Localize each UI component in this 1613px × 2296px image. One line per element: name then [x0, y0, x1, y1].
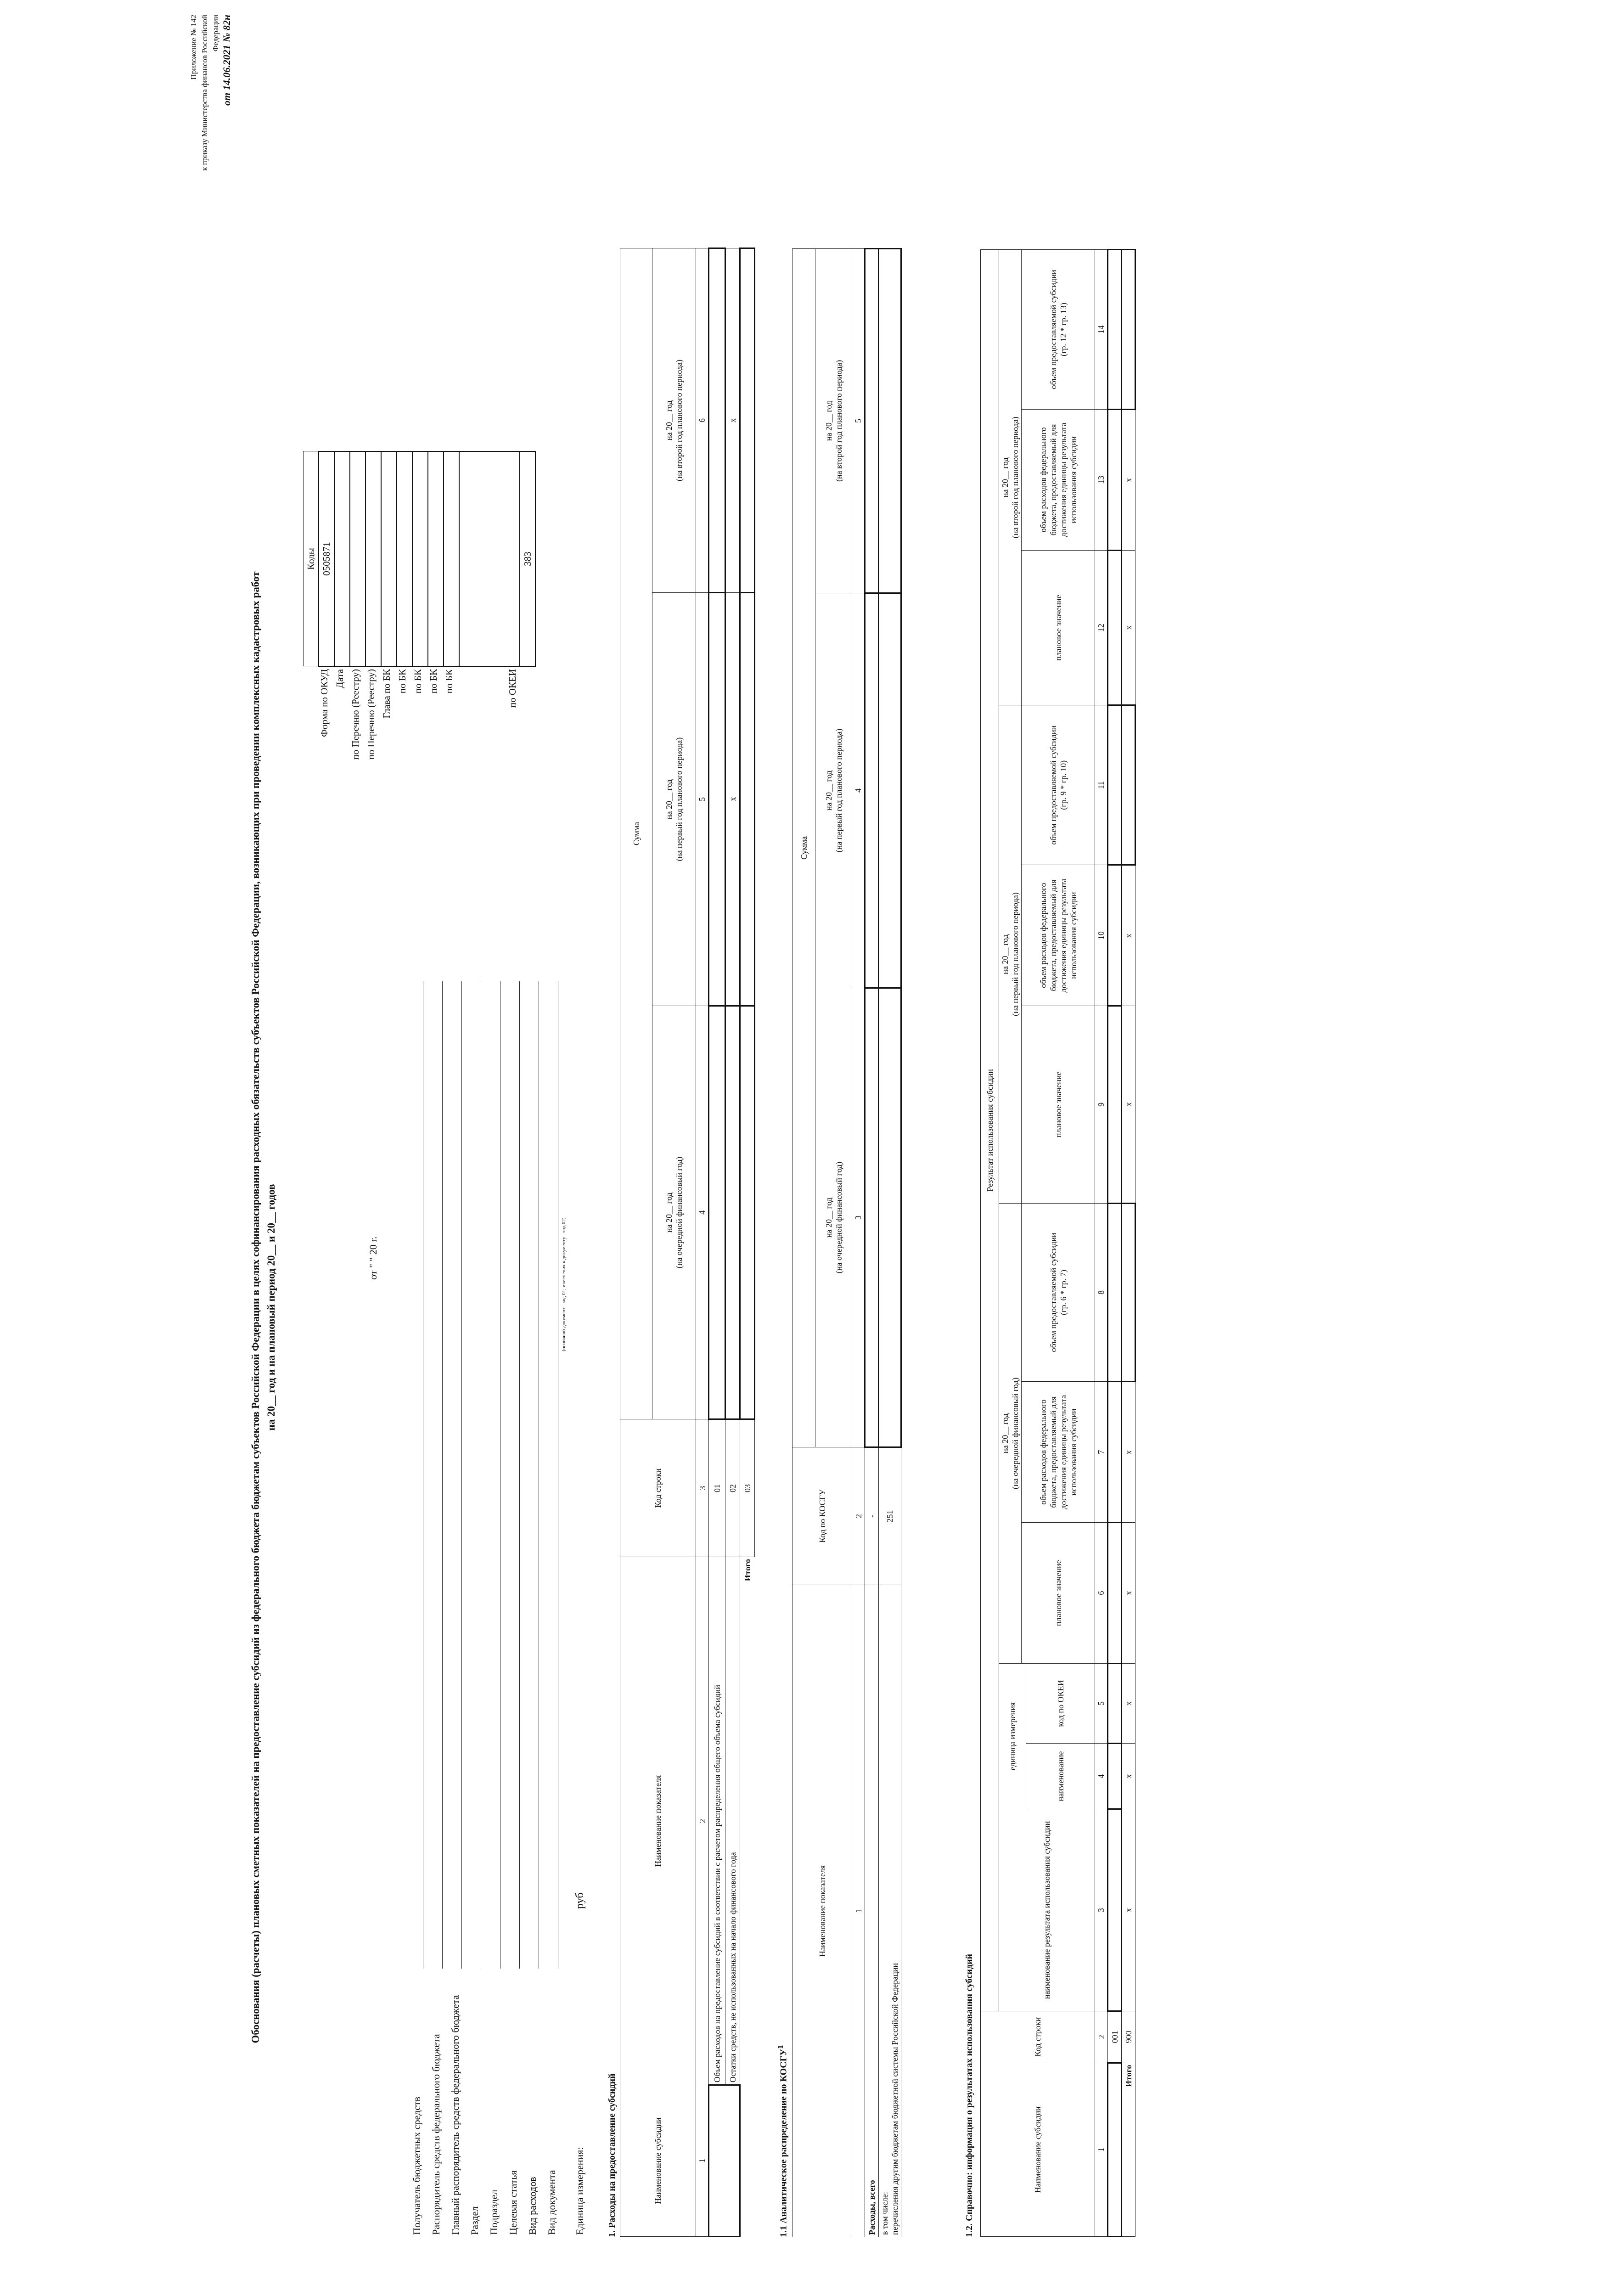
- value-cell[interactable]: [709, 593, 725, 1006]
- x-cell: х: [1122, 409, 1135, 550]
- value-cell[interactable]: [1108, 1382, 1122, 1523]
- col-header: плановое значение: [1022, 550, 1095, 705]
- section12-title: 1.2. Справочно: информация о результатах использования субсидий: [964, 1954, 974, 2237]
- code-label: по ОКЕИ: [507, 669, 518, 708]
- col-number: 5: [852, 248, 865, 593]
- okud-code: 0505871: [319, 451, 334, 666]
- row-code: 02: [725, 1419, 740, 1557]
- code-label: по Перечню (Реестру): [365, 669, 377, 760]
- col-header: объем расходов федерального бюджета, предоставляемый для достижения единицы результата использования субсидии: [1022, 409, 1095, 550]
- year-sub: (на первый год планового периода): [1011, 892, 1020, 1016]
- col-header: [1022, 1203, 1095, 1382]
- code-label: по БК: [444, 669, 455, 694]
- col-number: 5: [1095, 1664, 1108, 1744]
- col-number: 2: [1095, 2011, 1108, 2063]
- year-label: на 20__ год: [664, 400, 674, 441]
- col-header: объем расходов федерального бюджета, предоставляемый для достижения единицы результата использования субсидии: [1022, 1382, 1095, 1523]
- row-code: 01: [709, 1419, 725, 1557]
- doc-kind-note: (основной документ - код 01; изменения к документу - код 02): [561, 1217, 567, 1351]
- col-header: Наименование показателя: [792, 1585, 852, 2237]
- total-cell[interactable]: [1122, 1203, 1135, 1382]
- x-cell: х: [1122, 1382, 1135, 1523]
- col-header: Код строки: [981, 2011, 1095, 2063]
- kosgu-code: 251: [879, 1447, 901, 1585]
- col-header-year: [999, 250, 1022, 705]
- col-number: 7: [1095, 1382, 1108, 1523]
- x-cell: х: [725, 593, 740, 1006]
- year-label: на 20__ год: [824, 1197, 833, 1238]
- col-number: 3: [852, 988, 865, 1447]
- fill-line[interactable]: [461, 981, 462, 1969]
- value-cell[interactable]: [1108, 550, 1122, 705]
- col-header: единица измерения: [999, 1664, 1026, 1809]
- col-header: Код строки: [620, 1419, 696, 1557]
- col-header-year: [652, 593, 696, 1006]
- code-label: Дата: [334, 669, 345, 688]
- value-cell[interactable]: [725, 1006, 740, 1419]
- col-number: 1: [1095, 2063, 1108, 2236]
- fill-line[interactable]: [519, 981, 520, 1969]
- unit-value: руб: [574, 1892, 586, 1909]
- appendix-line: Приложение № 142: [189, 15, 198, 80]
- year-sub: (на очередной финансовый год): [834, 1161, 843, 1274]
- value-cell[interactable]: [1108, 865, 1122, 1006]
- total-cell[interactable]: [740, 248, 755, 592]
- col-number: 3: [696, 1419, 709, 1557]
- registry-code[interactable]: [350, 451, 365, 666]
- volume-label: объем предоставляемой субсидии: [1048, 1232, 1058, 1352]
- col-header-year: [999, 705, 1022, 1203]
- total-label: Итого: [742, 1559, 752, 1581]
- fill-line[interactable]: [442, 981, 443, 1969]
- unit-label: Единица измерения:: [574, 2147, 585, 2235]
- row-code: 001: [1108, 2011, 1122, 2063]
- header-label: Целевая статья: [507, 2170, 519, 2235]
- x-cell: х: [1122, 1743, 1135, 1809]
- section1-title: 1. Расходы на предоставление субсидий: [607, 2073, 617, 2237]
- col-header: Код по КОСГУ: [792, 1447, 852, 1585]
- col-header-year: [652, 248, 696, 592]
- x-cell: х: [1122, 865, 1135, 1006]
- codes-header: Коды: [303, 451, 319, 666]
- code-label: по БК: [428, 669, 439, 694]
- col-header: Наименование субсидии: [981, 2063, 1095, 2236]
- header-label: Вид документа: [546, 2170, 557, 2235]
- volume-formula: (гр. 6 * гр. 7): [1058, 1270, 1068, 1315]
- section12-table: [980, 249, 1136, 2237]
- table-row-label: [879, 1585, 901, 2237]
- value-cell[interactable]: [1108, 1664, 1122, 1744]
- appendix-line: [221, 15, 233, 208]
- table-row-label: Остатки средств, не использованных на начало финансового года: [725, 1557, 740, 2085]
- col-number: 12: [1095, 550, 1108, 705]
- header-label: Вид расходов: [527, 2177, 538, 2235]
- col-header-year: [815, 248, 852, 593]
- col-header: Наименование субсидии: [620, 2085, 696, 2237]
- document-date-line: от " " 20 г.: [367, 1236, 379, 1280]
- appendix-note: [188, 15, 233, 208]
- year-label: на 20__ год: [824, 770, 833, 811]
- col-number: 9: [1095, 1006, 1108, 1204]
- row-prefix: в том числе:: [880, 2192, 889, 2235]
- document-title: [248, 559, 279, 2056]
- value-cell[interactable]: [1108, 250, 1122, 410]
- year-sub: (на второй год планового периода): [1011, 416, 1020, 539]
- x-cell: х: [725, 248, 740, 592]
- col-header-year: [815, 988, 852, 1447]
- col-header: плановое значение: [1022, 1006, 1095, 1204]
- code-label: Форма по ОКУД: [319, 669, 330, 737]
- row-code: 900: [1122, 2011, 1135, 2063]
- col-number: 2: [696, 1557, 709, 2085]
- code-label: по Перечню (Реестру): [350, 669, 361, 760]
- value-cell[interactable]: [879, 593, 901, 988]
- registry-code[interactable]: [365, 451, 381, 666]
- value-cell[interactable]: [1108, 409, 1122, 550]
- code-label: Глава по БК: [381, 669, 392, 719]
- value-cell[interactable]: [709, 1006, 725, 1419]
- col-header: Результат использования субсидии: [981, 250, 999, 2011]
- bk-code[interactable]: [397, 451, 412, 666]
- empty-code[interactable]: [459, 451, 520, 666]
- col-number: 11: [1095, 705, 1108, 865]
- footnote-mark: 1: [776, 2045, 785, 2049]
- date-code[interactable]: [334, 451, 350, 666]
- col-header: код по ОКЕИ: [1026, 1664, 1095, 1744]
- col-header-year: [999, 1203, 1022, 1663]
- code-label: по БК: [397, 669, 408, 694]
- kosgu-code: -: [865, 1447, 879, 1585]
- col-number: 8: [1095, 1203, 1108, 1382]
- year-sub: (на второй год планового периода): [834, 360, 843, 482]
- col-number: 6: [1095, 1523, 1108, 1664]
- year-label: на 20__ год: [1000, 457, 1010, 498]
- total-cell[interactable]: [740, 1006, 755, 1419]
- col-number: 10: [1095, 865, 1108, 1006]
- year-label: на 20__ год: [1000, 934, 1010, 974]
- title-line: Обоснования (расчеты) плановых сметных показателей на предоставление субсидий из федерального бюджета бюджетам субъектов Российской Федерации в целях софинансирования расходных обязательств субъектов Российской Федерации, возникающих при проведении комплексных кадастровых работ: [250, 571, 261, 2043]
- section11-title: [776, 2045, 789, 2237]
- col-number: 1: [852, 1585, 865, 2237]
- year-sub: (на первый год планового периода): [674, 737, 684, 861]
- col-header: Наименование показателя: [620, 1557, 696, 2085]
- appendix-line: к приказу Министерства финансов Российской Федерации: [200, 15, 220, 171]
- col-header: Сумма: [620, 248, 652, 1419]
- section1-table: [620, 248, 755, 2237]
- header-label: Главный распорядитель средств федерального бюджета: [450, 1995, 461, 2235]
- col-header-year: [652, 1006, 696, 1419]
- bk-code[interactable]: [444, 451, 459, 666]
- subsidy-cell[interactable]: [709, 2085, 740, 2237]
- total-cell[interactable]: [740, 593, 755, 1006]
- col-number: 2: [852, 1447, 865, 1585]
- section11-title-text: 1.1 Аналитическое распределение по КОСГУ: [778, 2048, 789, 2237]
- col-number: 14: [1095, 250, 1108, 410]
- col-header: Сумма: [792, 248, 815, 1447]
- bk-code[interactable]: [428, 451, 444, 666]
- col-number: 6: [696, 248, 709, 592]
- year-sub: (на первый год планового периода): [834, 728, 843, 853]
- okei-code: 383: [520, 451, 535, 666]
- value-cell[interactable]: [709, 248, 725, 592]
- appendix-date-stamp: от 14.06.2021 № 82н: [221, 15, 232, 106]
- x-cell: х: [1122, 1664, 1135, 1744]
- table-row-label: Расходы, всего: [865, 1585, 879, 2237]
- col-number: 4: [696, 1006, 709, 1419]
- codes-table: [303, 451, 536, 667]
- subsidy-cell[interactable]: [1108, 2063, 1122, 2236]
- col-header: наименование результата использования субсидии: [999, 1809, 1095, 2011]
- header-label: Получатель бюджетных средств: [411, 2097, 422, 2235]
- value-cell[interactable]: [879, 248, 901, 593]
- chapter-code[interactable]: [381, 451, 397, 666]
- total-cell[interactable]: [1122, 705, 1135, 865]
- col-number: 4: [852, 593, 865, 988]
- header-label: Подраздел: [488, 2189, 500, 2235]
- x-cell: х: [1122, 1809, 1135, 2011]
- col-number: 1: [696, 2085, 709, 2237]
- year-label: на 20__ год: [664, 779, 674, 820]
- col-header: объем расходов федерального бюджета, предоставляемый для достижения единицы результата использования субсидии: [1022, 865, 1095, 1006]
- header-label: Распорядитель средств федерального бюджета: [430, 2034, 442, 2235]
- value-cell[interactable]: [1108, 1523, 1122, 1664]
- section11-table: [792, 248, 902, 2237]
- value-cell[interactable]: [865, 988, 879, 1447]
- value-cell[interactable]: [1108, 1743, 1122, 1809]
- total-label: Итого: [1122, 2063, 1135, 2236]
- code-label: по БК: [412, 669, 423, 694]
- col-header: [1022, 250, 1095, 410]
- header-label: Раздел: [469, 2206, 480, 2235]
- table-row-label: Объем расходов на предоставление субсидий в соответствии с расчетом распределения общего объема субсидий: [709, 1557, 725, 2085]
- volume-label: объем предоставляемой субсидии: [1048, 725, 1058, 845]
- value-cell[interactable]: [865, 248, 879, 593]
- value-cell[interactable]: [1108, 1203, 1122, 1382]
- x-cell: х: [1122, 550, 1135, 705]
- x-cell: х: [1122, 1006, 1135, 1204]
- year-sub: (на очередной финансовый год): [1011, 1377, 1020, 1489]
- col-number: 5: [696, 593, 709, 1006]
- year-sub: (на второй год планового периода): [674, 360, 684, 481]
- total-cell[interactable]: [1122, 250, 1135, 410]
- value-cell[interactable]: [1108, 1006, 1122, 1204]
- volume-formula: (гр. 12 * гр. 13): [1058, 303, 1068, 356]
- x-cell: х: [1122, 1523, 1135, 1664]
- value-cell[interactable]: [1108, 705, 1122, 865]
- col-header: [1022, 705, 1095, 865]
- value-cell[interactable]: [1108, 1809, 1122, 2011]
- col-header-year: [815, 593, 852, 988]
- year-label: на 20__ год: [824, 400, 833, 441]
- volume-formula: (гр. 9 * гр. 10): [1058, 760, 1068, 810]
- bk-code[interactable]: [412, 451, 428, 666]
- volume-label: объем предоставляемой субсидии: [1048, 270, 1058, 389]
- col-number: 3: [1095, 1809, 1108, 2011]
- col-number: 13: [1095, 409, 1108, 550]
- year-label: на 20__ год: [664, 1192, 674, 1233]
- year-label: на 20__ год: [1000, 1413, 1010, 1453]
- year-sub: (на очередной финансовый год): [674, 1156, 684, 1269]
- col-header: наименование: [1026, 1743, 1095, 1809]
- row-text: перечисления другим бюджетам бюджетной системы Российской Федерации: [890, 1963, 899, 2235]
- col-header: плановое значение: [1022, 1523, 1095, 1664]
- row-code: 03: [740, 1419, 755, 1557]
- col-number: 4: [1095, 1743, 1108, 1809]
- value-cell[interactable]: [879, 988, 901, 1447]
- value-cell[interactable]: [865, 593, 879, 988]
- title-period: на 20__ год и на плановый период 20__ и 20__ годов: [265, 1184, 277, 1431]
